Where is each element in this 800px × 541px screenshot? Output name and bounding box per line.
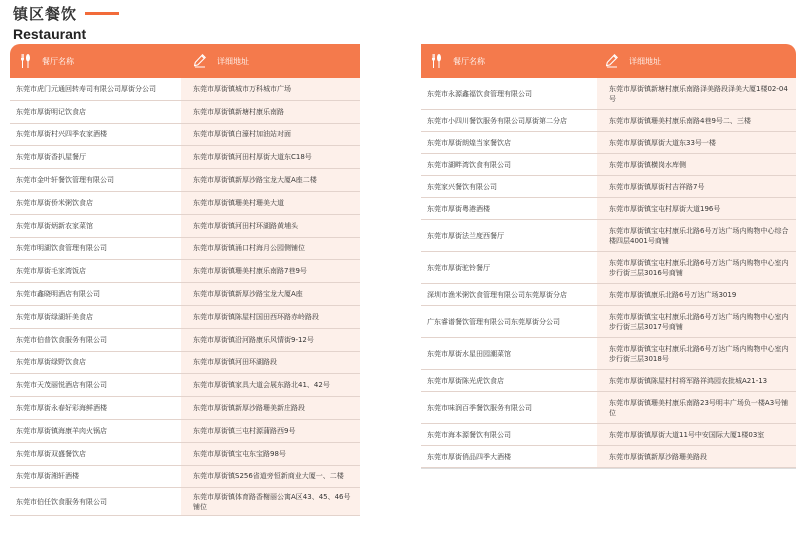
restaurant-name-cell: 深圳市渔米粥饮食管理有限公司东莞厚街分店 xyxy=(421,284,597,306)
restaurant-name-cell: 东莞市厚街驼铃餐厅 xyxy=(421,252,597,284)
fork-knife-icon xyxy=(18,53,32,69)
restaurant-table-right xyxy=(421,44,796,469)
restaurant-address-cell: 东莞市厚街镇厚街大道东33号一楼 xyxy=(597,132,796,154)
restaurant-address-cell: 东莞市厚街镇新厚沙路宝龙大厦A座二楼 xyxy=(181,169,360,192)
restaurant-name-cell: 东莞市厚街镇海康羊肉火锅店 xyxy=(10,420,181,443)
section-header xyxy=(13,3,119,42)
restaurant-name-cell: 东莞市厚街双盛餐饮店 xyxy=(10,443,181,466)
header-name-column xyxy=(421,44,597,78)
restaurant-address-cell: 东莞市厚街镇宝屯村康乐北路6号万达广场内购物中心综合楼四层4001号商铺 xyxy=(597,220,796,252)
restaurant-name-cell: 东莞市厚街毛家湾饭店 xyxy=(10,260,181,283)
restaurant-address-cell: 东莞市厚街镇新塘村康乐南路 xyxy=(181,101,360,124)
restaurant-address-cell: 东莞市厚街镇城市万科城市广场 xyxy=(181,78,360,101)
restaurant-name-cell: 广东睿谱餐饮管理有限公司东莞厚街分公司 xyxy=(421,306,597,338)
restaurant-address-cell: 东莞市厚街镇河田环湖路段 xyxy=(181,352,360,375)
restaurant-name-cell: 东莞市厚街水星田园潮菜馆 xyxy=(421,338,597,370)
table-body xyxy=(421,78,796,469)
title-cn-text: 镇区餐饮 xyxy=(13,5,78,23)
restaurant-address-cell: 东莞市厚街镇陈屋村国田西环路赤岭路段 xyxy=(181,306,360,329)
restaurant-name-cell: 东莞市厚街永春好彩海鲜酒楼 xyxy=(10,397,181,420)
restaurant-address-cell: 东莞市厚街镇珊美村珊美大道 xyxy=(181,192,360,215)
restaurant-name-cell: 东莞市厚街法兰度西餐厅 xyxy=(421,220,597,252)
restaurant-name-cell: 东莞市小四川餐饮服务有限公司厚街第二分店 xyxy=(421,110,597,132)
restaurant-name-cell: 东莞市厚街明记饮食店 xyxy=(10,101,181,124)
restaurant-address-cell: 东莞市厚街镇康乐北路6号万达广场3019 xyxy=(597,284,796,306)
restaurant-address-cell: 东莞市厚街镇沿河路康乐风情街9-12号 xyxy=(181,329,360,352)
restaurant-name-cell: 东莞市永源鑫福饮食管理有限公司 xyxy=(421,78,597,110)
name-column xyxy=(10,78,181,516)
restaurant-name-cell: 东莞市鑫晓明酒店有限公司 xyxy=(10,283,181,306)
header-name-label: 餐厅名称 xyxy=(453,56,485,66)
restaurant-address-cell: 东莞市厚街镇体育路香榭丽公寓A区43、45、46号铺位 xyxy=(181,488,360,516)
restaurant-address-cell: 东莞市厚街镇珊美村康乐南路4巷9号二、三楼 xyxy=(597,110,796,132)
header-name-column xyxy=(10,44,185,78)
restaurant-address-cell: 东莞市厚街镇新厚沙路珊美新庄路段 xyxy=(181,397,360,420)
restaurant-name-cell: 东莞市伯普饮食服务有限公司 xyxy=(10,329,181,352)
restaurant-address-cell: 东莞市厚街镇陈屋村村将军路祥鸿园农批城A21-13 xyxy=(597,370,796,392)
restaurant-name-cell: 东莞市厚街香扒屋餐厅 xyxy=(10,146,181,169)
pen-icon xyxy=(605,53,619,69)
table-header xyxy=(421,44,796,78)
restaurant-address-cell: 东莞市厚街镇三屯村源蒲路西9号 xyxy=(181,420,360,443)
restaurant-name-cell: 东莞市厚街炳新农家菜馆 xyxy=(10,215,181,238)
restaurant-name-cell: 东莞市明湖饮食管理有限公司 xyxy=(10,238,181,261)
title-chinese xyxy=(13,3,119,24)
restaurant-name-cell: 东莞市厚街湘轩酒楼 xyxy=(10,466,181,489)
restaurant-address-cell: 东莞市厚街镇宝屯村康乐北路6号万达广场内购物中心室内步行街三层3016号商铺 xyxy=(597,252,796,284)
restaurant-address-cell: 东莞市厚街镇S256省道旁恒新商业大厦一、二楼 xyxy=(181,466,360,489)
restaurant-name-cell: 东莞市海本源餐饮有限公司 xyxy=(421,424,597,446)
restaurant-name-cell: 东莞市厚街朗煌当家餐饮店 xyxy=(421,132,597,154)
restaurant-name-cell: 东莞家兴餐饮有限公司 xyxy=(421,176,597,198)
header-address-label: 详细地址 xyxy=(217,56,249,66)
restaurant-name-cell: 东莞市厚街侨米粥饮食店 xyxy=(10,192,181,215)
fork-knife-icon xyxy=(429,53,443,69)
restaurant-address-cell: 东莞市厚街镇宝屯村康乐北路6号万达广场内购物中心室内步行街三层3017号商铺 xyxy=(597,306,796,338)
restaurant-address-cell: 东莞市厚街镇厚街村吉祥路7号 xyxy=(597,176,796,198)
restaurant-address-cell: 东莞市厚街镇珊美村康乐南路7巷9号 xyxy=(181,260,360,283)
name-column xyxy=(421,78,597,468)
table-header xyxy=(10,44,360,78)
restaurant-address-cell: 东莞市厚街镇白濠村加油站对面 xyxy=(181,124,360,147)
restaurant-name-cell: 东莞市厚街陈光虎饮食店 xyxy=(421,370,597,392)
restaurant-table-left xyxy=(10,44,360,516)
restaurant-address-cell: 东莞市厚街镇宝屯村康乐北路6号万达广场内购物中心室内步行街三层3018号 xyxy=(597,338,796,370)
title-accent-line xyxy=(85,12,119,15)
restaurant-name-cell: 东莞市厚街村兴四季农家酒楼 xyxy=(10,124,181,147)
restaurant-address-cell: 东莞市厚街镇河田村厚街大道东C18号 xyxy=(181,146,360,169)
header-address-column xyxy=(185,44,249,78)
restaurant-name-cell: 东莞市厚街绿野饮食店 xyxy=(10,352,181,375)
header-address-label: 详细地址 xyxy=(629,56,661,66)
restaurant-address-cell: 东莞市厚街镇珊美村康乐南路23号明丰广场负一楼A3号铺位 xyxy=(597,392,796,424)
restaurant-address-cell: 东莞市厚街镇宝屯东宝路98号 xyxy=(181,443,360,466)
title-english: Restaurant xyxy=(13,26,87,42)
restaurant-address-cell: 东莞市厚街镇新厚沙路珊美路段 xyxy=(597,446,796,468)
restaurant-name-cell: 东莞市湖畔湾饮食有限公司 xyxy=(421,154,597,176)
restaurant-name-cell: 东莞市伯任饮食服务有限公司 xyxy=(10,488,181,516)
restaurant-address-cell: 东莞市厚街镇宝屯村厚街大道196号 xyxy=(597,198,796,220)
address-column xyxy=(181,78,360,516)
address-column xyxy=(597,78,796,468)
restaurant-address-cell: 东莞市厚街镇家具大道会展东路北41、42号 xyxy=(181,374,360,397)
table-body xyxy=(10,78,360,516)
restaurant-name-cell: 东莞市味润百季餐饮服务有限公司 xyxy=(421,392,597,424)
restaurant-address-cell: 东莞市厚街镇厚街大道11号中安国际大厦1楼03室 xyxy=(597,424,796,446)
restaurant-address-cell: 东莞市厚街镇涌口村海月公园侧铺位 xyxy=(181,238,360,261)
restaurant-address-cell: 东莞市厚街镇河田村环湖路黄埔头 xyxy=(181,215,360,238)
pen-icon xyxy=(193,53,207,69)
restaurant-name-cell: 东莞市金叶轩餐饮管理有限公司 xyxy=(10,169,181,192)
header-address-column xyxy=(597,44,661,78)
restaurant-name-cell: 东莞市天茂丽悦酒店有限公司 xyxy=(10,374,181,397)
restaurant-address-cell: 东莞市厚街镇新厚沙路宝龙大厦A座 xyxy=(181,283,360,306)
restaurant-address-cell: 东莞市厚街镇新塘村康乐南路泽美路段泽美大厦1楼02-04号 xyxy=(597,78,796,110)
restaurant-address-cell: 东莞市厚街镇横岗水库侧 xyxy=(597,154,796,176)
header-name-label: 餐厅名称 xyxy=(42,56,74,66)
restaurant-name-cell: 东莞市厚街俏品四季大酒楼 xyxy=(421,446,597,468)
restaurant-name-cell: 东莞市厚街绿湖轩美食店 xyxy=(10,306,181,329)
restaurant-name-cell: 东莞市厚街粤港酒楼 xyxy=(421,198,597,220)
restaurant-name-cell: 东莞市虎门元通回转寿司有限公司厚街分公司 xyxy=(10,78,181,101)
